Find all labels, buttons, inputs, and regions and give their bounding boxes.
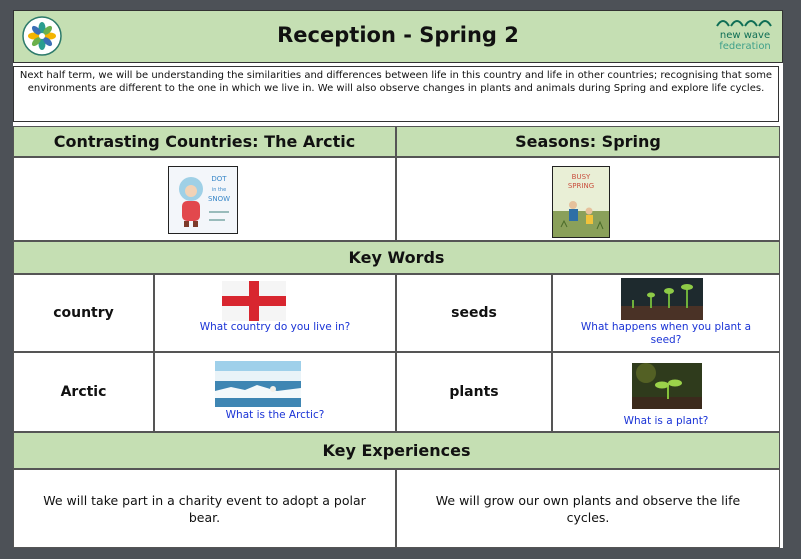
key-word-seeds-cell xyxy=(552,274,780,352)
england-flag-image xyxy=(222,281,286,321)
key-word-country: country xyxy=(13,274,154,352)
svg-text:SNOW: SNOW xyxy=(207,195,231,203)
intro-text: Next half term, we will be understanding the similarities and differences between life in this country and life in other countries; recognising that some environments are different to the one in which we live in. We will also observe changes in plants and animals during Spring and explore life cycles. xyxy=(13,66,779,122)
question-plants: What is a plant? xyxy=(623,415,709,427)
topic-heading-arctic: Contrasting Countries: The Arctic xyxy=(13,126,396,157)
experience-polar-bear: We will take part in a charity event to adopt a polar bear. xyxy=(13,469,396,548)
key-word-plants: plants xyxy=(396,352,552,432)
question-country: What country do you live in? xyxy=(199,321,351,333)
topic-sheet xyxy=(13,10,783,548)
svg-text:DOT: DOT xyxy=(211,175,227,183)
arctic-ice-image xyxy=(215,361,301,407)
svg-text:SPRING: SPRING xyxy=(567,182,595,190)
topic-heading-spring: Seasons: Spring xyxy=(396,126,780,157)
sprout-image xyxy=(632,363,702,409)
federation-logo xyxy=(712,15,778,59)
book-cell-arctic xyxy=(13,157,396,241)
seedlings-image xyxy=(621,278,703,320)
question-arctic: What is the Arctic? xyxy=(225,409,325,421)
key-word-seeds: seeds xyxy=(396,274,552,352)
brand-line-1: new wave xyxy=(719,30,771,41)
key-word-arctic: Arctic xyxy=(13,352,154,432)
key-experiences-heading: Key Experiences xyxy=(13,432,780,469)
key-word-plants-cell xyxy=(552,352,780,432)
page-title: Reception - Spring 2 xyxy=(277,23,519,47)
brand-line-2: federation xyxy=(719,41,771,52)
book-cell-spring xyxy=(396,157,780,241)
wave-logo-icon xyxy=(715,15,775,29)
svg-text:BUSY: BUSY xyxy=(571,173,591,181)
question-seeds: What happens when you plant a seed? xyxy=(580,321,752,346)
key-word-arctic-cell xyxy=(154,352,396,432)
book-cover-dot-in-the-snow xyxy=(168,166,238,234)
svg-text:in the: in the xyxy=(211,187,227,193)
header-bar xyxy=(13,10,783,63)
key-words-heading: Key Words xyxy=(13,241,780,274)
book-cover-busy-spring xyxy=(552,166,610,238)
experience-grow-plants: We will grow our own plants and observe the life cycles. xyxy=(396,469,780,548)
key-word-country-cell xyxy=(154,274,396,352)
